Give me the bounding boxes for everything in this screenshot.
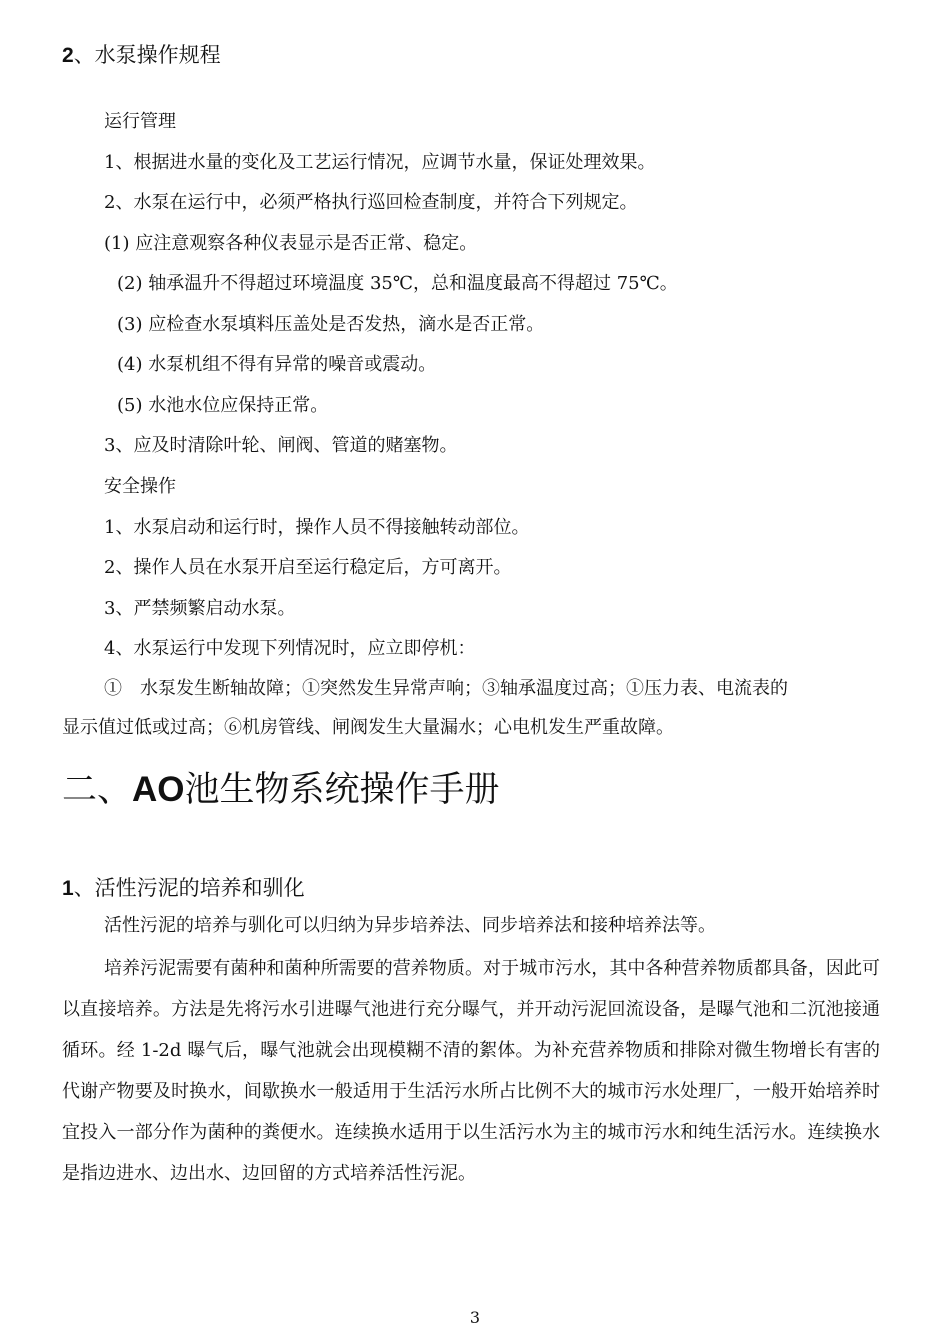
safety-item-4: 4、水泵运行中发现下列情况时，应立即停机： — [104, 638, 476, 659]
pump-heading-text: 、水泵操作规程 — [73, 43, 221, 67]
page-number: 3 — [469, 1308, 481, 1327]
operation-item-1: 1、根据进水量的变化及工艺运行情况，应调节水量，保证处理效果。 — [104, 152, 656, 173]
operation-subitem-1: (1) 应注意观察各种仪表显示是否正常、稳定。 — [104, 233, 478, 254]
safety-item-4-detail-line2: 显示值过低或过高；⑥机房管线、闸阀发生大量漏水；心电机发生严重故障。 — [62, 717, 674, 738]
operation-subitem-4: (4) 水泵机组不得有异常的噪音或震动。 — [117, 354, 437, 375]
ao-title-rest: 池生物系统操作手册 — [184, 770, 500, 810]
ao-title-latin: AO — [132, 770, 185, 809]
sludge-subheading — [62, 874, 305, 903]
sludge-subheading-text: 、活性污泥的培养和驯化 — [73, 876, 305, 900]
operation-title: 运行管理 — [104, 111, 176, 132]
sludge-subheading-number: 1 — [62, 877, 74, 900]
safety-item-2: 2、操作人员在水泵开启至运行稳定后，方可离开。 — [104, 557, 512, 578]
operation-item-3: 3、应及时清除叶轮、闸阀、管道的赌塞物。 — [104, 435, 458, 456]
sludge-paragraph-1: 活性污泥的培养与驯化可以归纳为异步培养法、同步培养法和接种培养法等。 — [104, 915, 716, 936]
operation-subitem-2: (2) 轴承温升不得超过环境温度 35℃，总和温度最高不得超过 75℃。 — [117, 273, 678, 294]
safety-title: 安全操作 — [104, 476, 176, 497]
pump-heading-number: 2 — [62, 44, 74, 67]
safety-item-1: 1、水泵启动和运行时，操作人员不得接触转动部位。 — [104, 517, 530, 538]
operation-subitem-3: (3) 应检查水泵填料压盖处是否发热，滴水是否正常。 — [117, 314, 545, 335]
safety-item-4-detail-line1: ① 水泵发生断轴故障；①突然发生异常声响；③轴承温度过高；①压力表、电流表的 — [104, 678, 788, 699]
safety-item-3: 3、严禁频繁启动水泵。 — [104, 598, 296, 619]
operation-subitem-5: (5) 水池水位应保持正常。 — [117, 395, 329, 416]
ao-section-title — [62, 768, 500, 812]
operation-item-2: 2、水泵在运行中，必须严格执行巡回检查制度，并符合下列规定。 — [104, 192, 638, 213]
sludge-paragraph-2: 培养污泥需要有菌种和菌种所需要的营养物质。对于城市污水，其中各种营养物质都具备，因此可以直接培养。方法是先将污水引进曝气池进行充分曝气，并开动污泥回流设备，是曝气池和二沉池接通循环。经 1-2d 曝气后，曝气池就会出现模糊不清的絮体。为补充营养物质和排除对微生物增长有害的代谢产物要及时换水，间歇换水一般适用于生活污水所占比例不大的城市污水处理厂，一般开始培养时宜投入一部分作为菌种的粪便水。连续换水适用于以生活污水为主的城市污水和纯生活污水。连续换水是指边进水、边出水、边回留的方式培养活性污泥。 — [62, 958, 880, 1184]
ao-title-prefix: 二、 — [62, 770, 133, 810]
pump-heading — [62, 41, 221, 70]
